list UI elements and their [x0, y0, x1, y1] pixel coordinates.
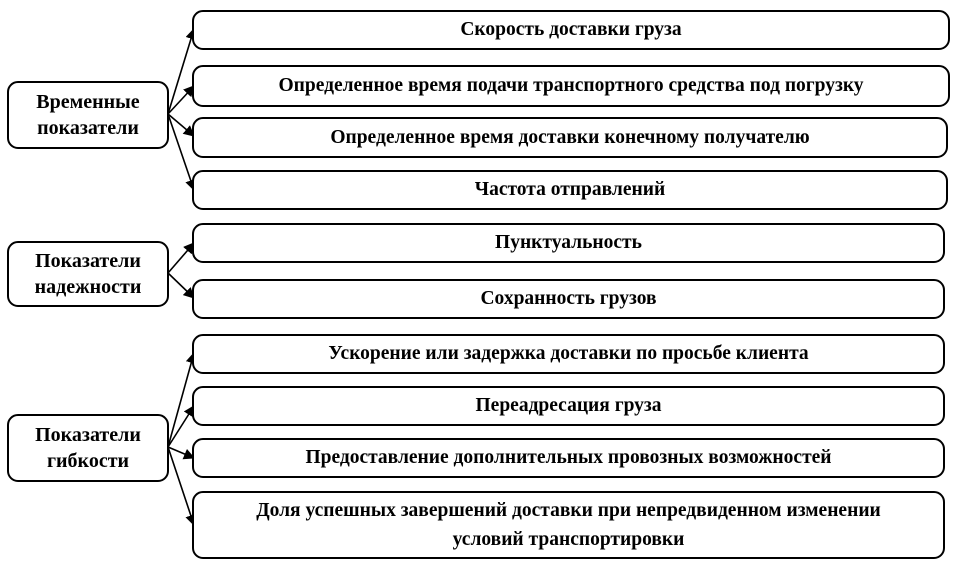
- category-flexibility-indicators: Показатели гибкости: [7, 414, 169, 482]
- arrow-g3-item2: [168, 406, 194, 447]
- arrow-g3-item1: [168, 353, 194, 447]
- category-time-indicators: Временные показатели: [7, 81, 169, 149]
- item-dispatch-frequency: Частота отправлений: [192, 170, 948, 210]
- arrow-g1-item1: [168, 29, 194, 114]
- category-reliability-indicators: Показатели надежности: [7, 241, 169, 307]
- item-delivery-speed: Скорость доставки груза: [192, 10, 950, 50]
- item-cargo-safety: Сохранность грузов: [192, 279, 945, 319]
- arrow-g2-item1: [168, 243, 194, 273]
- item-successful-delivery-share: Доля успешных завершений доставки при непредвиденном изменении условий транспортировки: [192, 491, 945, 559]
- item-delivery-time-to-recipient: Определенное время доставки конечному получателю: [192, 117, 948, 158]
- item-punctuality: Пунктуальность: [192, 223, 945, 263]
- item-cargo-readdressing: Переадресация груза: [192, 386, 945, 426]
- item-additional-capacity: Предоставление дополнительных провозных возможностей: [192, 438, 945, 478]
- item-delivery-acceleration-delay: Ускорение или задержка доставки по просьбе клиента: [192, 334, 945, 374]
- arrow-g2-item2: [168, 273, 194, 298]
- arrow-g3-item4: [168, 447, 194, 525]
- item-vehicle-supply-time: Определенное время подачи транспортного средства под погрузку: [192, 65, 950, 107]
